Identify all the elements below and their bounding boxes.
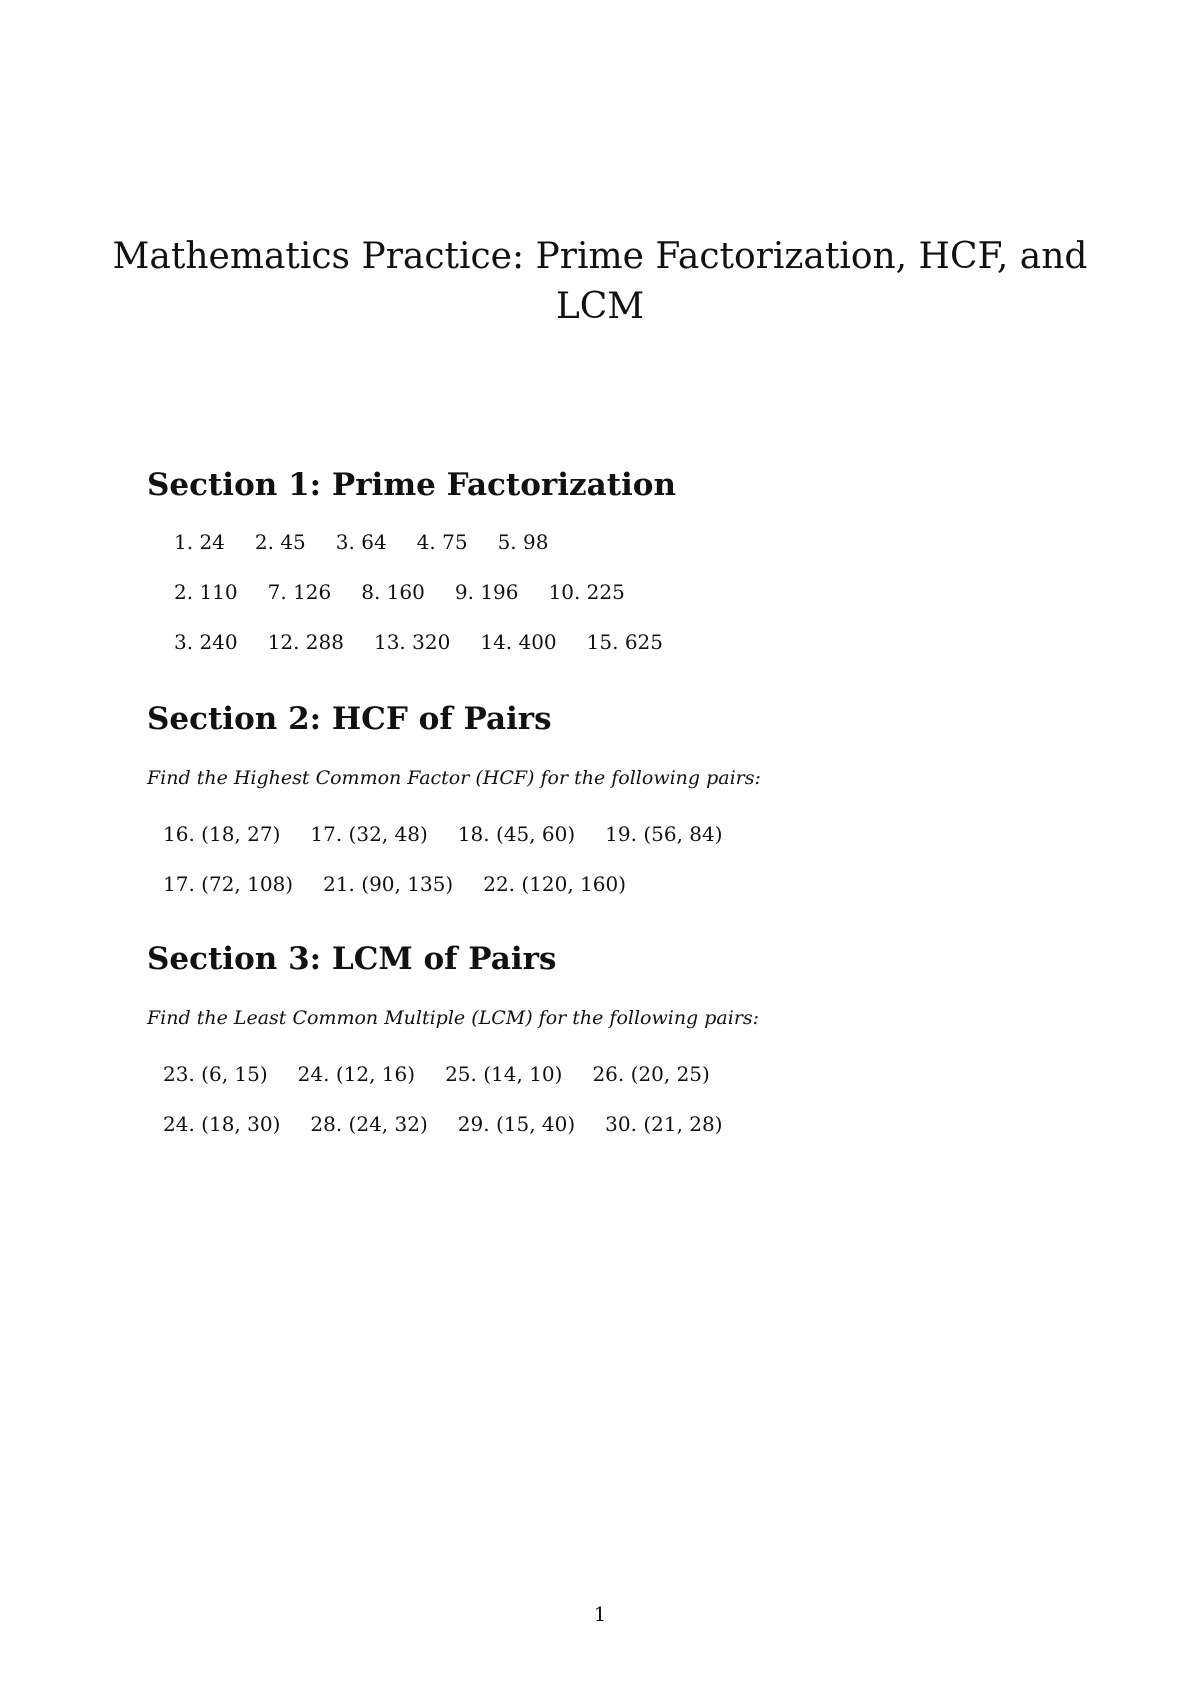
list-item: 1. 24	[174, 530, 225, 554]
section-2-row-1	[163, 820, 723, 848]
section-1-row-1	[174, 528, 548, 556]
list-item: 17. (32, 48)	[310, 822, 428, 846]
list-item: 5. 98	[497, 530, 549, 554]
list-item: 28. (24, 32)	[310, 1112, 428, 1136]
page-number: 1	[593, 1602, 607, 1626]
list-item: 18. (45, 60)	[457, 822, 576, 846]
section-2-instruction: Find the Highest Common Factor (HCF) for the following pairs:	[147, 767, 761, 789]
list-item: 12. 288	[267, 630, 344, 654]
section-1-heading: Section 1: Prime Factorization	[147, 467, 677, 503]
list-item: 23. (6, 15)	[163, 1062, 268, 1086]
list-item: 10. 225	[548, 580, 625, 604]
list-item: 17. (72, 108)	[163, 872, 294, 896]
list-item: 29. (15, 40)	[457, 1112, 576, 1136]
section-3-row-2	[163, 1110, 723, 1138]
list-item: 3. 240	[174, 630, 238, 654]
list-item: 21. (90, 135)	[323, 872, 454, 896]
list-item: 30. (21, 28)	[605, 1112, 723, 1136]
list-item: 22. (120, 160)	[483, 872, 627, 896]
list-item: 9. 196	[454, 580, 519, 604]
list-item: 13. 320	[373, 630, 451, 654]
section-3-row-1	[163, 1060, 710, 1088]
list-item: 15. 625	[586, 630, 663, 654]
section-1-row-3	[174, 628, 663, 656]
list-item: 7. 126	[267, 580, 332, 604]
list-item: 8. 160	[361, 580, 425, 604]
list-item: 25. (14, 10)	[445, 1062, 563, 1086]
list-item: 19. (56, 84)	[605, 822, 723, 846]
page-title: Mathematics Practice: Prime Factorization, HCF, and LCM	[112, 236, 1088, 327]
list-item: 2. 45	[254, 530, 306, 554]
list-item: 4. 75	[416, 530, 468, 554]
list-item: 2. 110	[174, 580, 238, 604]
section-3-heading: Section 3: LCM of Pairs	[147, 941, 557, 977]
list-item: 14. 400	[480, 630, 557, 654]
list-item: 26. (20, 25)	[592, 1062, 710, 1086]
section-2-heading: Section 2: HCF of Pairs	[147, 701, 552, 737]
list-item: 24. (18, 30)	[163, 1112, 281, 1136]
section-1-row-2	[174, 578, 625, 606]
list-item: 24. (12, 16)	[297, 1062, 416, 1086]
list-item: 3. 64	[335, 530, 387, 554]
list-item: 16. (18, 27)	[163, 822, 281, 846]
section-2-row-2	[163, 870, 626, 898]
section-3-instruction: Find the Least Common Multiple (LCM) for the following pairs:	[147, 1007, 760, 1029]
